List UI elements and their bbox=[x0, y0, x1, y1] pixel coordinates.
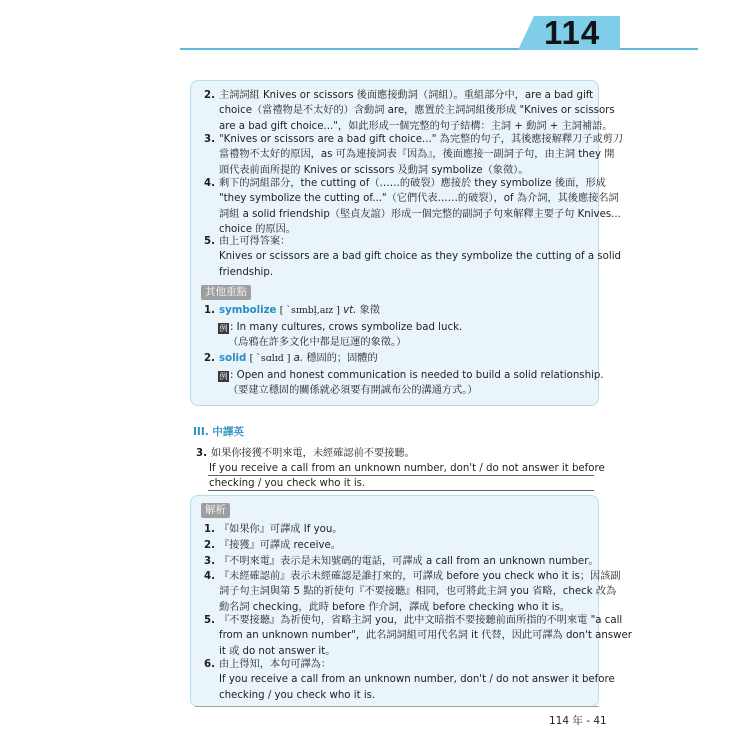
text-line: are a bad gift choice..."，如此形成一個完整的句子結構：主詞 + 動詞 + 主詞補語。 bbox=[219, 120, 613, 132]
answer-underline bbox=[208, 490, 594, 491]
example-sentence: 例 : Open and honest communication is needed to build a solid relationship. （要建立穩固的關係就必須要有開誠布公的溝通方式。） bbox=[218, 368, 594, 399]
answer-line: checking / you check who it is. bbox=[209, 478, 366, 490]
vocab-word: solid bbox=[219, 353, 247, 364]
question-prompt: 如果你接獲不明來電，未經確認前不要接聽。 bbox=[211, 448, 415, 459]
text-line: 由上得知，本句可譯為： bbox=[219, 659, 332, 670]
example-icon: 例 bbox=[219, 324, 228, 333]
part-of-speech: vt. bbox=[343, 305, 357, 316]
answer-line: Knives or scissors are a bad gift choice as they symbolize the cutting of a solid bbox=[219, 251, 622, 263]
answer-line: If you receive a call from an unknown number, don't / do not answer it before bbox=[209, 463, 605, 474]
part-of-speech: a. bbox=[293, 353, 304, 364]
page-number: 114 年 - 41 bbox=[549, 715, 607, 727]
text-line: choice 的原因。 bbox=[219, 224, 296, 236]
text-line: 『如果你』可譯成 If you。 bbox=[219, 524, 343, 535]
answer-line: friendship. bbox=[219, 266, 274, 278]
text-line: 『未經確認前』表示未經確認是誰打來的，可譯成 before you check who it is；因該副 bbox=[219, 571, 621, 582]
text-line: 動名詞 checking，此時 before 作介詞，譯成 before checking who it is。 bbox=[219, 601, 571, 613]
text-line: choice（當禮物是不太好的）含動詞 are，應置於主詞詞組後形成 "Knives or scissors bbox=[219, 105, 615, 117]
analysis-tag: 解析 bbox=[201, 503, 230, 518]
chapter-number: 114 bbox=[544, 14, 601, 51]
text-line: "they symbolize the cutting of..."（它們代表……的破裂），of 為介詞，其後應接名詞 bbox=[219, 193, 619, 205]
text-line: "Knives or scissors are a bad gift choice..." 為完整的句子，其後應接解釋刀子或剪刀 bbox=[219, 134, 624, 145]
text-line: 『不明來電』表示是未知號碼的電話，可譯成 a call from an unknown number。 bbox=[219, 556, 599, 567]
phonetic: [ ˋsɪmbḷ,aɪz ] bbox=[279, 305, 340, 316]
text-line: 頭代表前面所提的 Knives or scissors 及動詞 symbolize（象徵）。 bbox=[219, 164, 529, 176]
text-line: 主詞詞組 Knives or scissors 後面應接動詞（詞組）。重組部分中，are a bad gift bbox=[219, 90, 594, 101]
text-line: 『接獲』可譯成 receive。 bbox=[219, 540, 341, 551]
text-line: from an unknown number"，此名詞詞組可用代名詞 it 代替，因此可譯為 don't answer bbox=[219, 630, 632, 642]
phonetic: [ ˋsɑlɪd ] bbox=[249, 353, 291, 364]
text-line: 詞子句主詞與第 5 點的祈使句『不要接聽』相同，也可將此主詞 you 省略，check 改為 bbox=[219, 586, 617, 598]
question-answer bbox=[209, 461, 605, 492]
answer-line: checking / you check who it is. bbox=[219, 689, 376, 701]
text-line: it 或 do not answer it。 bbox=[219, 645, 336, 657]
answer-underline bbox=[208, 475, 594, 476]
header-rule bbox=[180, 48, 698, 50]
text-line: 由上可得答案： bbox=[219, 236, 291, 247]
footer-rule bbox=[195, 706, 599, 707]
section-title: III. 中譯英 bbox=[193, 426, 244, 438]
other-points-tag: 其他重點 bbox=[201, 285, 251, 300]
text-line: 『不要接聽』為祈使句，省略主詞 you，此中文暗指不要接聽前面所指的不明來電 "a call bbox=[219, 615, 623, 626]
vocab-word: symbolize bbox=[219, 305, 277, 316]
text-line: 當禮物不太好的原因，as 可為連接詞表『因為』，後面應接一副詞子句，由主詞 they 開 bbox=[219, 149, 615, 161]
text-line: 詞組 a solid friendship（堅貞友誼）形成一個完整的副詞子句來解釋主要子句 Knives... bbox=[219, 208, 621, 220]
answer-line: If you receive a call from an unknown number, don't / do not answer it before bbox=[219, 674, 615, 686]
vocab-meaning: 象徵 bbox=[359, 305, 380, 316]
example-icon: 例 bbox=[219, 372, 228, 381]
vocab-meaning: 穩固的；固體的 bbox=[306, 353, 378, 364]
text-line: 剩下的詞組部分，the cutting of（……的破裂）應接於 they symbolize 後面，形成 bbox=[219, 178, 606, 189]
example-translation: （要建立穩固的關係就必須要有開誠布公的溝通方式。） bbox=[228, 385, 478, 397]
example-sentence: 例 : In many cultures, crows symbolize bad luck. （烏鴉在許多文化中都是厄運的象徵。） bbox=[218, 320, 594, 351]
example-translation: （烏鴉在許多文化中都是厄運的象徵。） bbox=[228, 337, 407, 349]
